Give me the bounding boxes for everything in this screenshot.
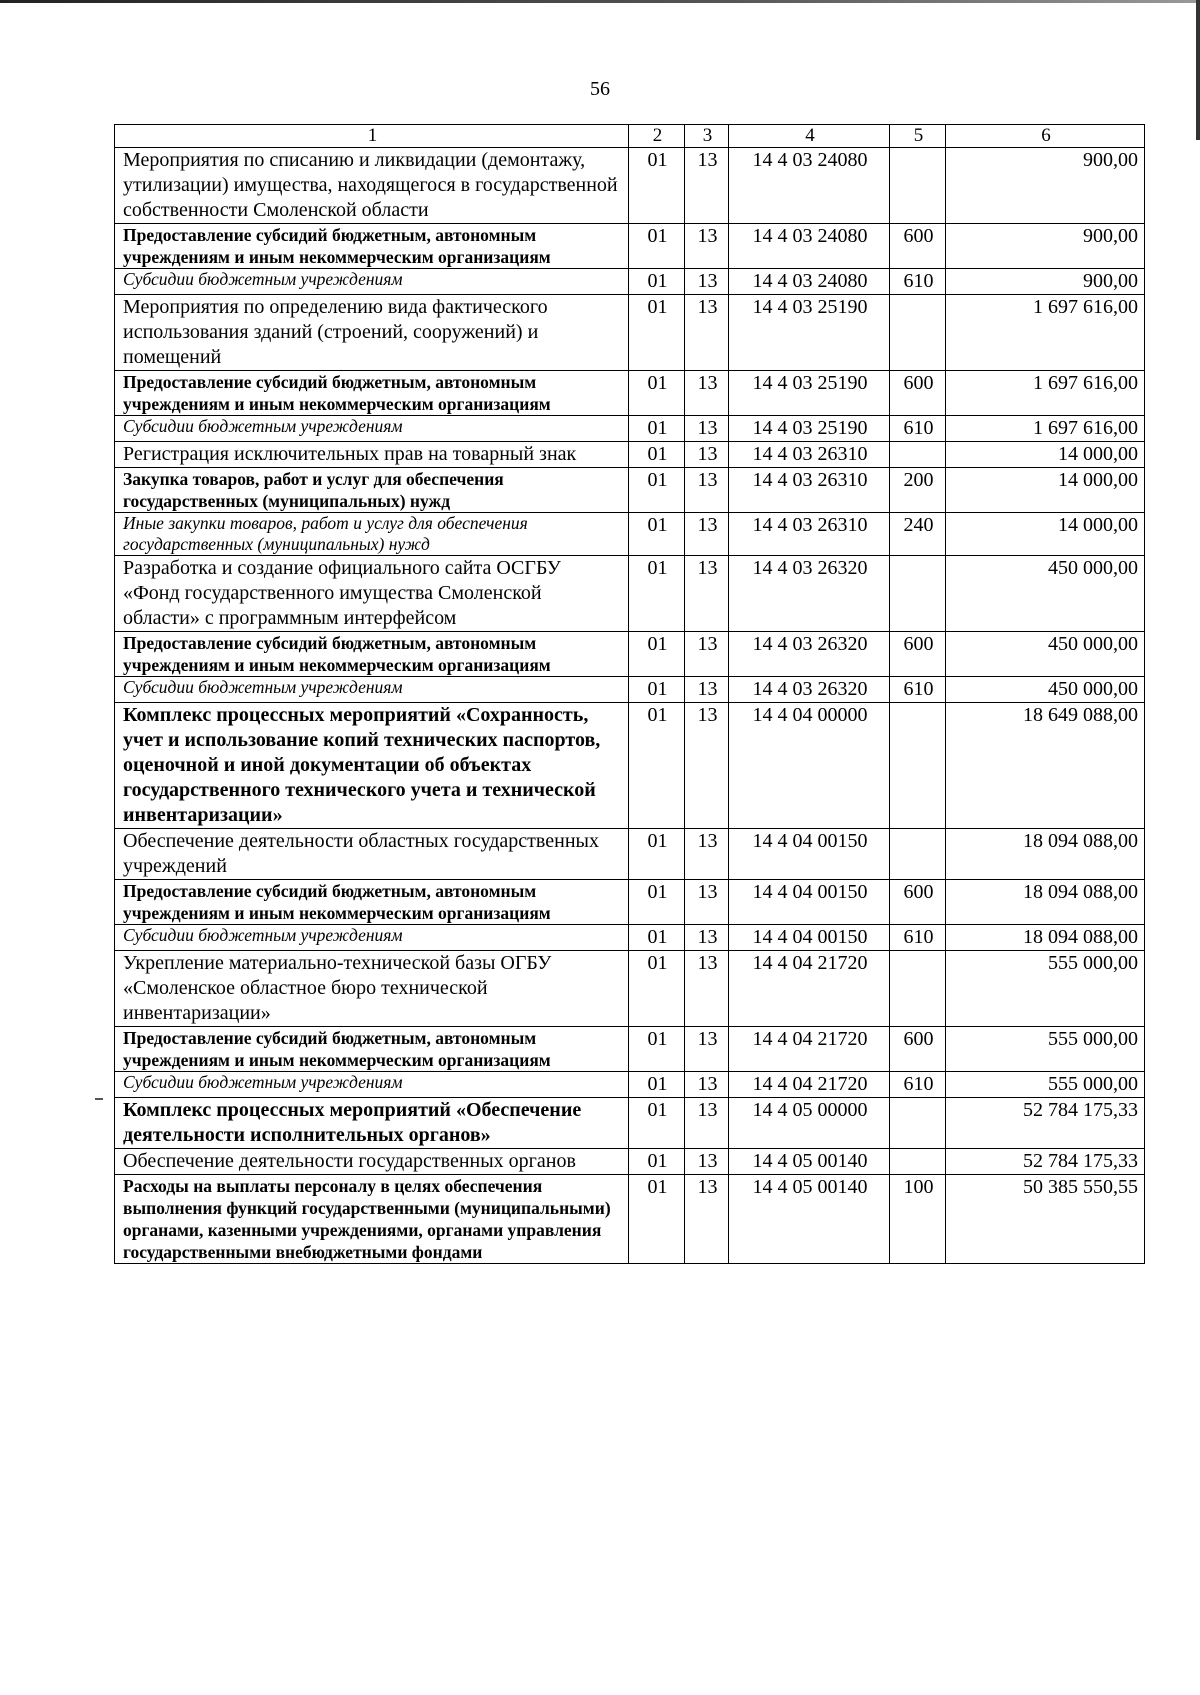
- row-name-cell: Закупка товаров, работ и услуг для обеспечения государственных (муниципальных) нужд: [115, 468, 629, 513]
- row-name-cell: Предоставление субсидий бюджетным, автономным учреждениям и иным некоммерческим организациям: [115, 880, 629, 925]
- row-name-cell: Комплекс процессных мероприятий «Обеспечение деятельности исполнительных органов»: [115, 1098, 629, 1149]
- subsection-code-cell: 13: [685, 829, 729, 880]
- table-row: [115, 224, 1145, 269]
- amount-cell: 14 000,00: [946, 442, 1145, 468]
- row-name-cell: Обеспечение деятельности государственных органов: [115, 1149, 629, 1175]
- expense-type-cell: 610: [890, 416, 946, 442]
- expense-type-cell: [890, 703, 946, 829]
- expense-type-cell: 240: [890, 513, 946, 556]
- table-row: [115, 1072, 1145, 1098]
- amount-cell: 18 094 088,00: [946, 925, 1145, 951]
- subsection-code-cell: 13: [685, 224, 729, 269]
- column-header: 4: [729, 125, 890, 148]
- table-row: [115, 632, 1145, 677]
- expense-type-cell: 610: [890, 269, 946, 295]
- expense-type-cell: 100: [890, 1175, 946, 1264]
- section-code-cell: 01: [629, 951, 685, 1027]
- target-article-cell: 14 4 03 25190: [729, 295, 890, 371]
- amount-cell: 1 697 616,00: [946, 295, 1145, 371]
- subsection-code-cell: 13: [685, 513, 729, 556]
- row-name-cell: Комплекс процессных мероприятий «Сохранность, учет и использование копий технических паспортов, оценочной и иной документации об объектах государственного технического учета и технической инвентаризации»: [115, 703, 629, 829]
- table-row: [115, 148, 1145, 224]
- table-row: [115, 1098, 1145, 1149]
- section-code-cell: 01: [629, 224, 685, 269]
- row-name-cell: Регистрация исключительных прав на товарный знак: [115, 442, 629, 468]
- row-name-cell: Укрепление материально-технической базы ОГБУ «Смоленское областное бюро технической инвентаризации»: [115, 951, 629, 1027]
- section-code-cell: 01: [629, 269, 685, 295]
- expense-type-cell: 610: [890, 1072, 946, 1098]
- amount-cell: 900,00: [946, 148, 1145, 224]
- section-code-cell: 01: [629, 371, 685, 416]
- section-code-cell: 01: [629, 148, 685, 224]
- amount-cell: 1 697 616,00: [946, 371, 1145, 416]
- subsection-code-cell: 13: [685, 556, 729, 632]
- table-row: [115, 925, 1145, 951]
- expense-type-cell: 610: [890, 925, 946, 951]
- target-article-cell: 14 4 03 24080: [729, 269, 890, 295]
- row-name-cell: Предоставление субсидий бюджетным, автономным учреждениям и иным некоммерческим организациям: [115, 1027, 629, 1072]
- section-code-cell: 01: [629, 295, 685, 371]
- subsection-code-cell: 13: [685, 468, 729, 513]
- amount-cell: 18 649 088,00: [946, 703, 1145, 829]
- row-name-cell: Иные закупки товаров, работ и услуг для обеспечения государственных (муниципальных) нужд: [115, 513, 629, 556]
- amount-cell: 52 784 175,33: [946, 1149, 1145, 1175]
- amount-cell: 450 000,00: [946, 632, 1145, 677]
- row-name-cell: Субсидии бюджетным учреждениям: [115, 677, 629, 703]
- row-name-cell: Обеспечение деятельности областных государственных учреждений: [115, 829, 629, 880]
- table-row: [115, 880, 1145, 925]
- target-article-cell: 14 4 05 00000: [729, 1098, 890, 1149]
- section-code-cell: 01: [629, 1072, 685, 1098]
- section-code-cell: 01: [629, 468, 685, 513]
- section-code-cell: 01: [629, 556, 685, 632]
- subsection-code-cell: 13: [685, 632, 729, 677]
- subsection-code-cell: 13: [685, 269, 729, 295]
- table-body: [115, 148, 1145, 1264]
- subsection-code-cell: 13: [685, 295, 729, 371]
- target-article-cell: 14 4 03 26310: [729, 468, 890, 513]
- target-article-cell: 14 4 04 00150: [729, 925, 890, 951]
- table-row: [115, 556, 1145, 632]
- table-header: [115, 125, 1145, 148]
- target-article-cell: 14 4 05 00140: [729, 1149, 890, 1175]
- section-code-cell: 01: [629, 703, 685, 829]
- table-row: [115, 1175, 1145, 1264]
- amount-cell: 900,00: [946, 269, 1145, 295]
- expense-type-cell: [890, 829, 946, 880]
- table-row: [115, 677, 1145, 703]
- expense-type-cell: 600: [890, 224, 946, 269]
- section-code-cell: 01: [629, 442, 685, 468]
- expense-type-cell: 610: [890, 677, 946, 703]
- table-row: [115, 951, 1145, 1027]
- table-row: [115, 442, 1145, 468]
- page-number: 56: [590, 78, 610, 100]
- subsection-code-cell: 13: [685, 148, 729, 224]
- target-article-cell: 14 4 03 24080: [729, 148, 890, 224]
- section-code-cell: 01: [629, 416, 685, 442]
- target-article-cell: 14 4 05 00140: [729, 1175, 890, 1264]
- section-code-cell: 01: [629, 513, 685, 556]
- subsection-code-cell: 13: [685, 1149, 729, 1175]
- amount-cell: 14 000,00: [946, 468, 1145, 513]
- amount-cell: 450 000,00: [946, 556, 1145, 632]
- right-scan-border: [1196, 0, 1200, 140]
- column-header: 3: [685, 125, 729, 148]
- column-header: 6: [946, 125, 1145, 148]
- target-article-cell: 14 4 03 25190: [729, 371, 890, 416]
- expense-type-cell: [890, 148, 946, 224]
- table-row: [115, 269, 1145, 295]
- target-article-cell: 14 4 03 26310: [729, 513, 890, 556]
- section-code-cell: 01: [629, 632, 685, 677]
- table-row: [115, 295, 1145, 371]
- expense-type-cell: 600: [890, 880, 946, 925]
- subsection-code-cell: 13: [685, 925, 729, 951]
- column-header: 5: [890, 125, 946, 148]
- amount-cell: 1 697 616,00: [946, 416, 1145, 442]
- subsection-code-cell: 13: [685, 677, 729, 703]
- amount-cell: 14 000,00: [946, 513, 1145, 556]
- amount-cell: 52 784 175,33: [946, 1098, 1145, 1149]
- target-article-cell: 14 4 03 26310: [729, 442, 890, 468]
- amount-cell: 18 094 088,00: [946, 880, 1145, 925]
- row-name-cell: Разработка и создание официального сайта ОСГБУ «Фонд государственного имущества Смоленской области» с программным интерфейсом: [115, 556, 629, 632]
- table-row: [115, 416, 1145, 442]
- target-article-cell: 14 4 03 25190: [729, 416, 890, 442]
- target-article-cell: 14 4 03 26320: [729, 677, 890, 703]
- target-article-cell: 14 4 04 00000: [729, 703, 890, 829]
- subsection-code-cell: 13: [685, 703, 729, 829]
- target-article-cell: 14 4 03 26320: [729, 556, 890, 632]
- section-code-cell: 01: [629, 829, 685, 880]
- section-code-cell: 01: [629, 880, 685, 925]
- row-name-cell: Мероприятия по определению вида фактического использования зданий (строений, сооружений) и помещений: [115, 295, 629, 371]
- amount-cell: 555 000,00: [946, 1072, 1145, 1098]
- row-name-cell: Мероприятия по списанию и ликвидации (демонтажу, утилизации) имущества, находящегося в государственной собственности Смоленской области: [115, 148, 629, 224]
- target-article-cell: 14 4 04 21720: [729, 951, 890, 1027]
- expense-type-cell: 600: [890, 632, 946, 677]
- table-row: [115, 513, 1145, 556]
- expense-type-cell: [890, 442, 946, 468]
- expense-type-cell: 600: [890, 1027, 946, 1072]
- target-article-cell: 14 4 03 24080: [729, 224, 890, 269]
- subsection-code-cell: 13: [685, 1027, 729, 1072]
- subsection-code-cell: 13: [685, 1072, 729, 1098]
- target-article-cell: 14 4 04 21720: [729, 1072, 890, 1098]
- section-code-cell: 01: [629, 1149, 685, 1175]
- subsection-code-cell: 13: [685, 371, 729, 416]
- target-article-cell: 14 4 04 00150: [729, 829, 890, 880]
- subsection-code-cell: 13: [685, 1098, 729, 1149]
- amount-cell: 18 094 088,00: [946, 829, 1145, 880]
- section-code-cell: 01: [629, 677, 685, 703]
- expense-type-cell: 200: [890, 468, 946, 513]
- expense-type-cell: [890, 951, 946, 1027]
- subsection-code-cell: 13: [685, 442, 729, 468]
- amount-cell: 450 000,00: [946, 677, 1145, 703]
- scan-mark: [95, 1098, 103, 1100]
- subsection-code-cell: 13: [685, 1175, 729, 1264]
- expense-type-cell: [890, 295, 946, 371]
- amount-cell: 50 385 550,55: [946, 1175, 1145, 1264]
- section-code-cell: 01: [629, 1175, 685, 1264]
- amount-cell: 555 000,00: [946, 951, 1145, 1027]
- subsection-code-cell: 13: [685, 880, 729, 925]
- section-code-cell: 01: [629, 925, 685, 951]
- row-name-cell: Субсидии бюджетным учреждениям: [115, 925, 629, 951]
- table-row: [115, 1149, 1145, 1175]
- table-row: [115, 1027, 1145, 1072]
- row-name-cell: Предоставление субсидий бюджетным, автономным учреждениям и иным некоммерческим организациям: [115, 632, 629, 677]
- expense-type-cell: 600: [890, 371, 946, 416]
- row-name-cell: Предоставление субсидий бюджетным, автономным учреждениям и иным некоммерческим организациям: [115, 224, 629, 269]
- row-name-cell: Субсидии бюджетным учреждениям: [115, 269, 629, 295]
- row-name-cell: Субсидии бюджетным учреждениям: [115, 1072, 629, 1098]
- section-code-cell: 01: [629, 1027, 685, 1072]
- table-row: [115, 703, 1145, 829]
- subsection-code-cell: 13: [685, 416, 729, 442]
- table-row: [115, 371, 1145, 416]
- row-name-cell: Предоставление субсидий бюджетным, автономным учреждениям и иным некоммерческим организациям: [115, 371, 629, 416]
- table-row: [115, 829, 1145, 880]
- header-row: [115, 125, 1145, 148]
- amount-cell: 900,00: [946, 224, 1145, 269]
- expense-type-cell: [890, 1098, 946, 1149]
- section-code-cell: 01: [629, 1098, 685, 1149]
- top-scan-border: [0, 0, 1200, 3]
- budget-table: [114, 124, 1145, 1264]
- amount-cell: 555 000,00: [946, 1027, 1145, 1072]
- column-header: 2: [629, 125, 685, 148]
- target-article-cell: 14 4 03 26320: [729, 632, 890, 677]
- row-name-cell: Расходы на выплаты персоналу в целях обеспечения выполнения функций государственными (муниципальными) органами, казенными учреждениями, органами управления государственными внебюджетными фондами: [115, 1175, 629, 1264]
- expense-type-cell: [890, 556, 946, 632]
- expense-type-cell: [890, 1149, 946, 1175]
- target-article-cell: 14 4 04 21720: [729, 1027, 890, 1072]
- row-name-cell: Субсидии бюджетным учреждениям: [115, 416, 629, 442]
- table-row: [115, 468, 1145, 513]
- target-article-cell: 14 4 04 00150: [729, 880, 890, 925]
- column-header: 1: [115, 125, 629, 148]
- subsection-code-cell: 13: [685, 951, 729, 1027]
